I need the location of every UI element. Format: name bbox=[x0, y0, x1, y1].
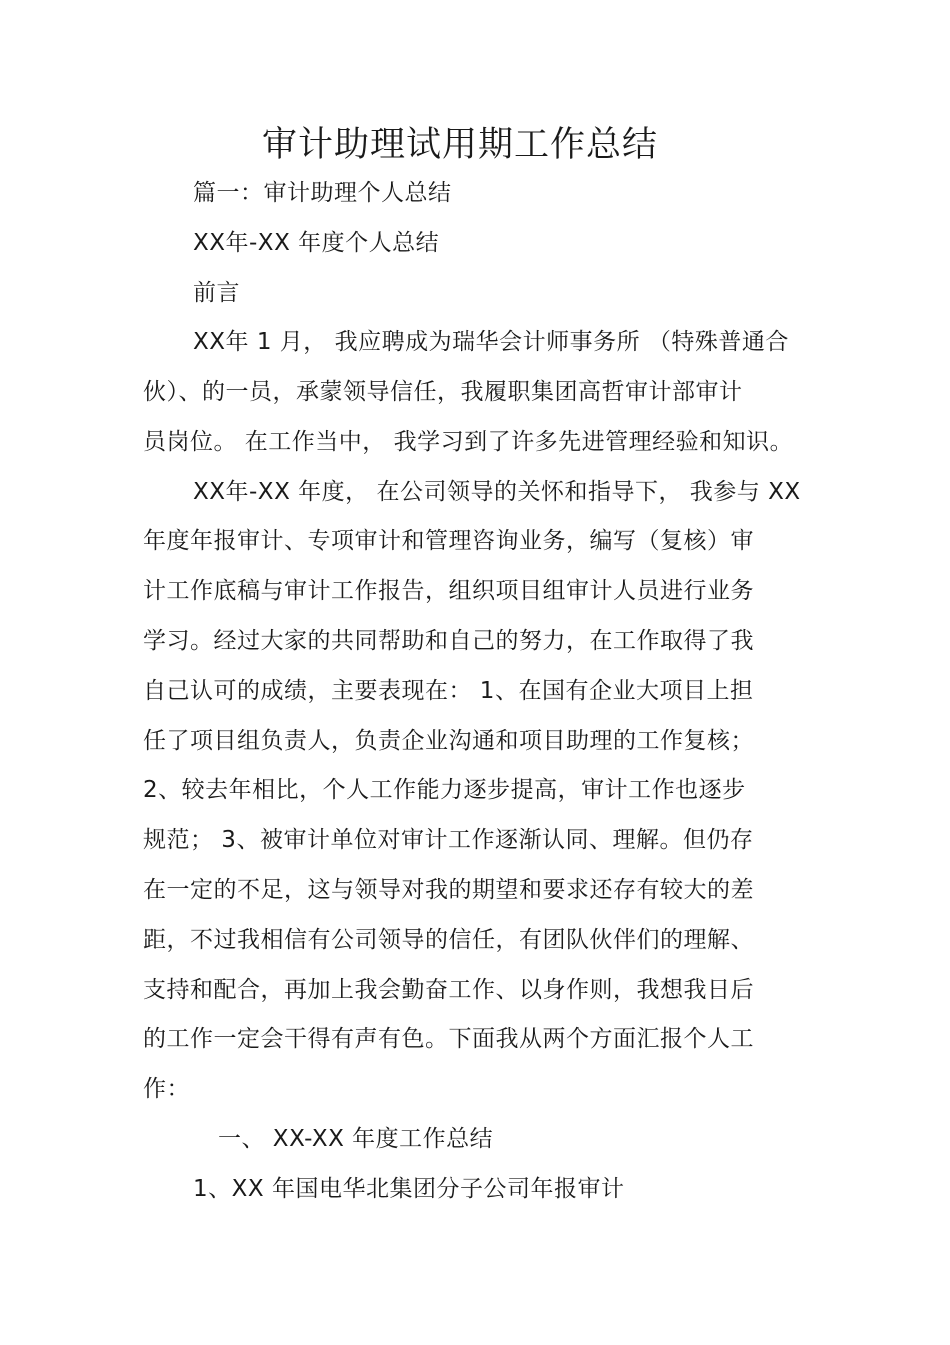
subtitle-line: XX年-XX 年度个人总结 bbox=[193, 230, 440, 256]
paragraph-line: 作： bbox=[143, 1076, 190, 1102]
paragraph-line: 员岗位。 在工作当中， 我学习到了许多先进管理经验和知识。 bbox=[143, 429, 794, 455]
paragraph-line: XX年 1 月， 我应聘成为瑞华会计师事务所 （特殊普通合 bbox=[193, 329, 789, 355]
paragraph-line: 伙）、的一员，承蒙领导信任，我履职集团高哲审计部审计 bbox=[143, 379, 743, 405]
paragraph-line: 在一定的不足，这与领导对我的期望和要求还存有较大的差 bbox=[143, 877, 754, 903]
paragraph-line: 学习。经过大家的共同帮助和自己的努力，在工作取得了我 bbox=[143, 628, 754, 654]
section-heading: 一、 XX-XX 年度工作总结 bbox=[218, 1126, 494, 1152]
paragraph-line: 距，不过我相信有公司领导的信任，有团队伙伴们的理解、 bbox=[143, 927, 754, 953]
paragraph-line: 支持和配合，再加上我会勤奋工作、以身作则，我想我日后 bbox=[143, 977, 754, 1003]
paragraph-line: 的工作一定会干得有声有色。下面我从两个方面汇报个人工 bbox=[143, 1026, 754, 1052]
preface-heading: 前言 bbox=[193, 280, 240, 306]
paragraph-line: 2、较去年相比，个人工作能力逐步提高，审计工作也逐步 bbox=[143, 777, 746, 803]
paragraph-line: 自己认可的成绩，主要表现在： 1、在国有企业大项目上担 bbox=[143, 678, 754, 704]
paragraph-line: 规范； 3、被审计单位对审计工作逐渐认同、理解。但仍存 bbox=[143, 827, 754, 853]
paragraph-line: XX年-XX 年度， 在公司领导的关怀和指导下， 我参与 XX bbox=[193, 479, 801, 505]
paragraph-line: 年度年报审计、专项审计和管理咨询业务，编写（复核）审 bbox=[143, 528, 754, 554]
subsection-heading: 1、XX 年国电华北集团分子公司年报审计 bbox=[193, 1176, 625, 1202]
document-title: 审计助理试用期工作总结 bbox=[261, 125, 658, 165]
section-heading: 篇一：审计助理个人总结 bbox=[193, 180, 452, 206]
paragraph-line: 计工作底稿与审计工作报告，组织项目组审计人员进行业务 bbox=[143, 578, 754, 604]
paragraph-line: 任了项目组负责人，负责企业沟通和项目助理的工作复核； bbox=[143, 728, 754, 754]
